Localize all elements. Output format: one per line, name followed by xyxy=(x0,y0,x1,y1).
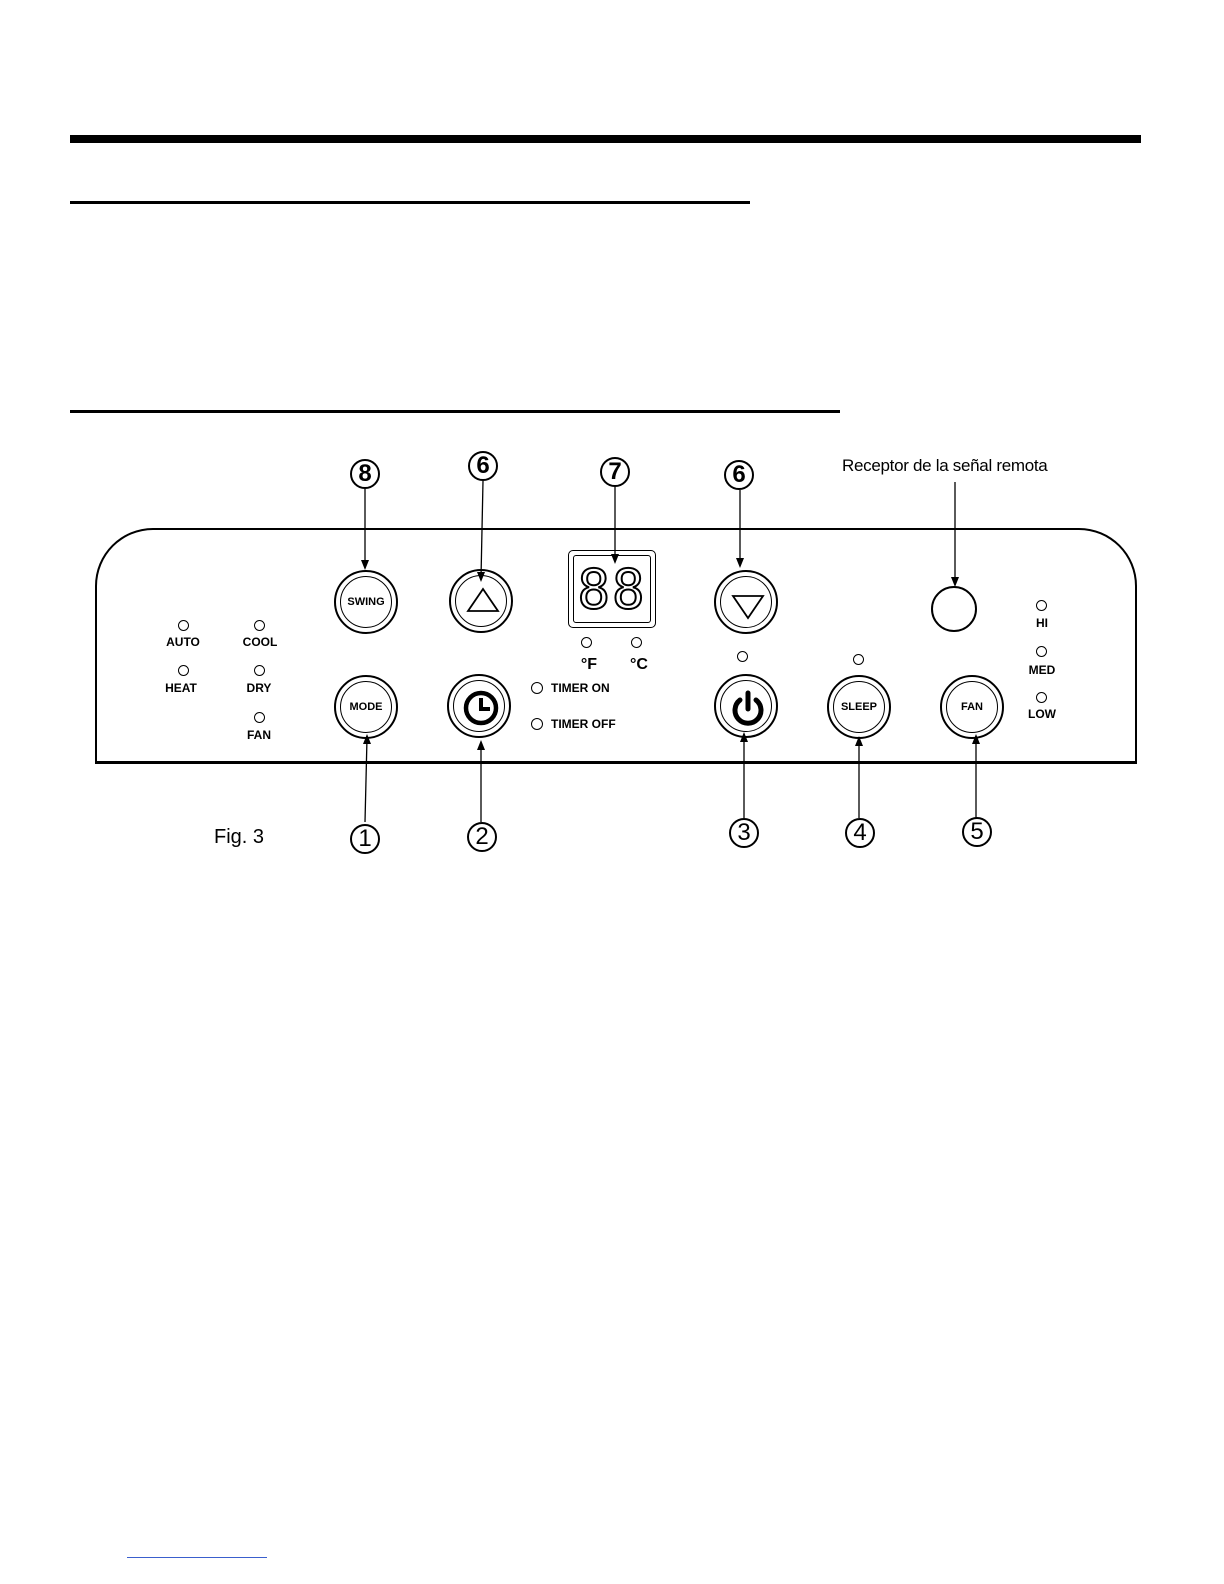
fan-button[interactable] xyxy=(940,675,1004,739)
label-hi: HI xyxy=(1036,616,1048,630)
temperature-display xyxy=(568,550,656,628)
label-med: MED xyxy=(1028,663,1056,677)
clock-icon xyxy=(449,676,513,740)
label-cool: COOL xyxy=(242,635,278,649)
footer-link-underline xyxy=(127,1557,267,1558)
mode-button[interactable] xyxy=(334,675,398,739)
callout-2: 2 xyxy=(467,822,497,852)
swing-button[interactable] xyxy=(334,570,398,634)
callout-3: 3 xyxy=(729,818,759,848)
label-timer-off: TIMER OFF xyxy=(551,717,616,731)
label-heat: HEAT xyxy=(165,681,197,695)
label-timer-on: TIMER ON xyxy=(551,681,610,695)
callout-1: 1 xyxy=(350,824,380,854)
label-fahrenheit: °F xyxy=(580,656,598,673)
down-button[interactable] xyxy=(714,570,778,634)
timer-button[interactable] xyxy=(447,674,511,738)
triangle-up-icon xyxy=(451,571,515,635)
power-button[interactable] xyxy=(714,674,778,738)
callout-8: 8 xyxy=(350,459,380,489)
label-low: LOW xyxy=(1028,707,1056,721)
label-celsius: °C xyxy=(630,656,648,673)
swing-button-label: SWING xyxy=(347,596,385,608)
label-fan-mode: FAN xyxy=(247,728,271,742)
callout-4: 4 xyxy=(845,818,875,848)
fan-button-label: FAN xyxy=(961,701,983,713)
figure-caption: Fig. 3 xyxy=(214,826,265,848)
up-button[interactable] xyxy=(449,569,513,633)
callout-5: 5 xyxy=(962,817,992,847)
triangle-down-icon xyxy=(716,572,780,636)
mode-button-label: MODE xyxy=(349,701,383,713)
callout-6-down: 6 xyxy=(724,460,754,490)
callout-6-up: 6 xyxy=(468,451,498,481)
sleep-button-label: SLEEP xyxy=(840,701,878,713)
callout-7: 7 xyxy=(600,457,630,487)
display-digits: 88 xyxy=(577,557,647,621)
sleep-button[interactable] xyxy=(827,675,891,739)
label-auto: AUTO xyxy=(166,635,200,649)
label-dry: DRY xyxy=(246,681,272,695)
power-icon xyxy=(716,676,780,740)
receptor-caption: Receptor de la señal remota xyxy=(842,456,1048,475)
